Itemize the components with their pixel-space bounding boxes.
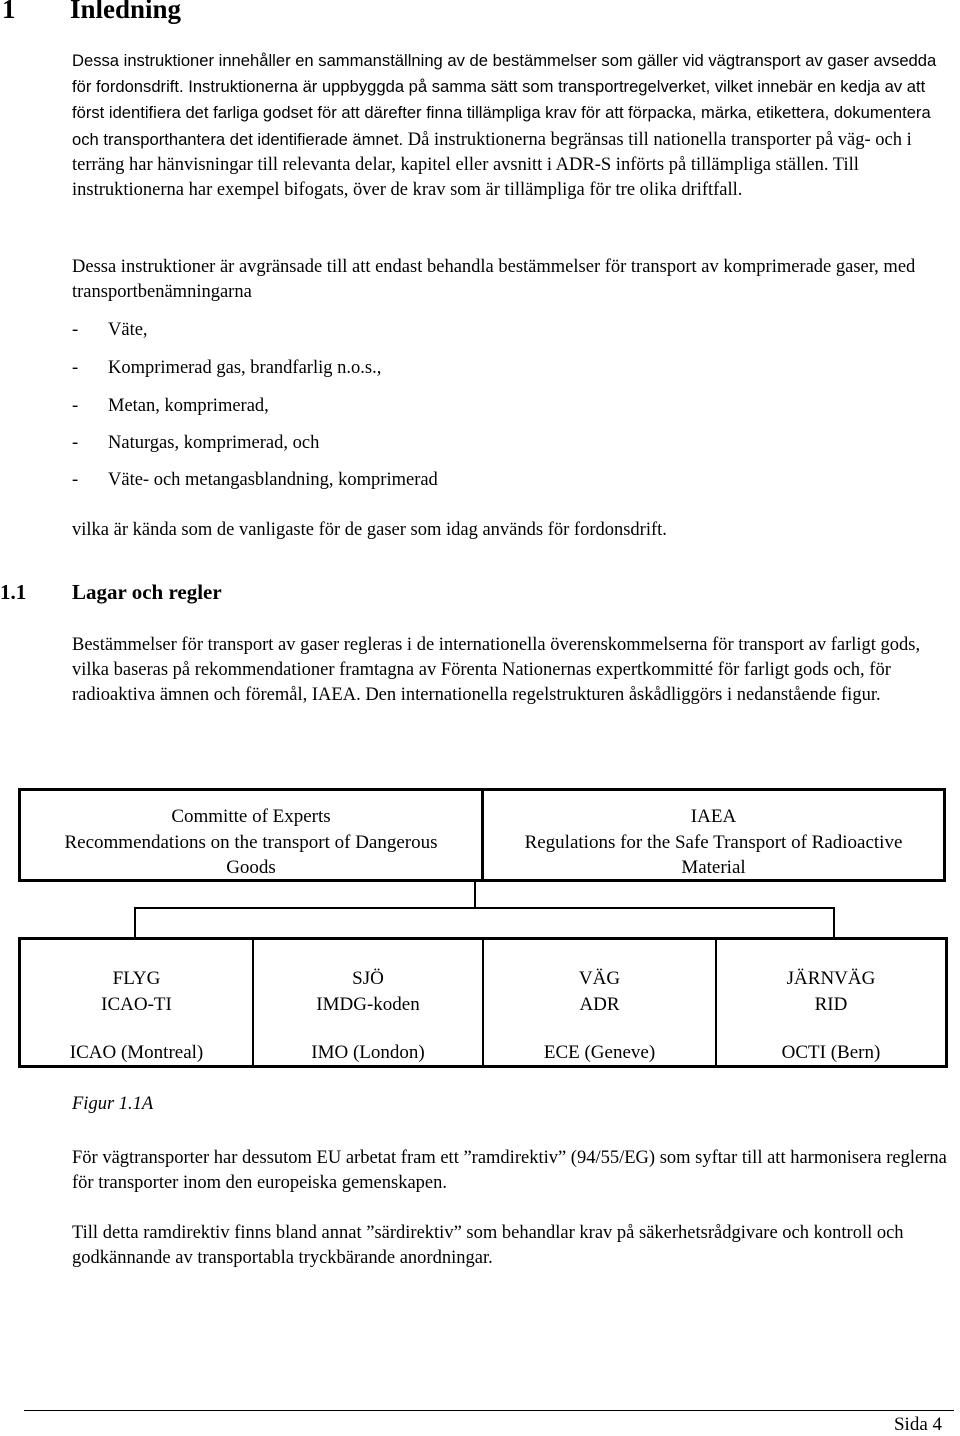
mode-code: ICAO-TI	[101, 994, 172, 1015]
after-list-paragraph: vilka är kända som de vanligaste för de gaser som idag används för fordonsdrift.	[72, 520, 667, 540]
transport-modes-box	[18, 937, 948, 1068]
heading-1	[2, 0, 181, 25]
list-item-text: Komprimerad gas, brandfarlig n.o.s.,	[108, 358, 382, 378]
box-line: IAEA	[690, 806, 737, 827]
box-line: Committe of Experts	[171, 806, 331, 827]
iaea-box	[481, 788, 946, 882]
scope-paragraph: Dessa instruktioner är avgränsade till att endast behandla bestämmelser för transport av komprimerade gaser, med transportbenämningarna	[72, 257, 916, 302]
figure-caption: Figur 1.1A	[72, 1094, 154, 1114]
list-dash: -	[72, 433, 79, 453]
mode-name: FLYG	[112, 968, 161, 989]
box-line: Material	[681, 857, 746, 878]
mode-org: ICAO (Montreal)	[69, 1042, 204, 1063]
heading-1-title: Inledning	[70, 0, 182, 24]
mode-cell-flyg	[21, 940, 252, 1065]
list-item	[72, 431, 319, 456]
heading-1-1-number: 1.1	[0, 580, 27, 604]
mode-cell-jarnvag	[717, 940, 945, 1065]
box-line: Regulations for the Safe Transport of Radioactive	[524, 831, 903, 853]
list-item-text: Metan, komprimerad,	[108, 396, 269, 416]
mode-code: IMDG-koden	[316, 994, 420, 1015]
list-dash: -	[72, 470, 79, 490]
connector-line	[134, 907, 136, 939]
list-item	[72, 318, 148, 343]
intro-part-a: Dessa instruktioner innehåller en sammanställning av de bestämmelser som gäller vid vägtransport av gaser avsedda för fordonsdrift. Instruktionerna är uppbyggda på samma sätt som transportregelverket, vilket innebär en kedja av att först identifiera det farliga godset för att därefter finna tillämpliga krav för att förpacka, märka, etikettera, dokumentera och transporthantera det identifierade ämnet.	[72, 51, 937, 149]
intro-paragraph	[72, 48, 956, 203]
list-item	[72, 356, 381, 381]
list-item-text: Väte- och metangasblandning, komprimerad	[108, 470, 438, 490]
list-dash: -	[72, 358, 79, 378]
mode-name: SJÖ	[352, 968, 384, 989]
mode-code: RID	[814, 994, 848, 1015]
mode-name: VÄG	[578, 968, 621, 989]
list-item	[72, 468, 438, 493]
connector-line	[833, 907, 835, 939]
list-item-text: Väte,	[108, 320, 148, 340]
mode-cell-sjo	[254, 940, 482, 1065]
list-dash: -	[72, 320, 79, 340]
connector-line	[134, 907, 835, 909]
mode-org: ECE (Geneve)	[543, 1042, 656, 1063]
heading-1-1	[0, 580, 222, 605]
mode-org: OCTI (Bern)	[781, 1042, 881, 1063]
intro-part-b: Då instruktionerna begränsas till nationella transporter på väg- och i terräng har hänvisningar till relevanta delar, kapitel eller avsnitt i ADR-S införts på tillämpliga ställen. Till instruktionerna har exempel bifogats, över de krav som är tillämpliga för tre olika driftfall.	[72, 129, 912, 201]
heading-1-number: 1	[2, 0, 16, 24]
box-line: Recommendations on the transport of Dangerous	[64, 831, 438, 853]
eu-paragraph: För vägtransporter har dessutom EU arbetat fram ett ”ramdirektiv” (94/55/EG) som syftar till att harmonisera reglerna för transporter inom den europeiska gemenskapen.	[72, 1148, 947, 1193]
committee-of-experts-box	[18, 788, 484, 882]
page-number: Sida 4	[893, 1414, 942, 1435]
laws-paragraph: Bestämmelser för transport av gaser regleras i de internationella överenskommelserna för transport av farligt gods, vilka baseras på rekommendationer framtagna av Förenta Nationernas expertkommitté för farligt gods och, för radioaktiva ämnen och föremål, IAEA. Den internationella regelstrukturen åskådliggörs i nedanstående figur.	[72, 635, 921, 705]
mode-org: IMO (London)	[311, 1042, 425, 1063]
footer-divider	[24, 1410, 954, 1411]
special-directive-paragraph: Till detta ramdirektiv finns bland annat ”särdirektiv” som behandlar krav på säkerhetsrådgivare och kontroll och godkännande av transportabla tryckbärande anordningar.	[72, 1223, 904, 1268]
heading-1-1-title: Lagar och regler	[72, 580, 222, 604]
list-dash: -	[72, 396, 79, 416]
box-line: Goods	[226, 857, 276, 878]
mode-code: ADR	[579, 994, 620, 1015]
mode-cell-vag	[484, 940, 715, 1065]
list-item	[72, 394, 269, 419]
mode-name: JÄRNVÄG	[786, 968, 876, 989]
list-item-text: Naturgas, komprimerad, och	[108, 433, 320, 453]
connector-line	[474, 882, 476, 908]
